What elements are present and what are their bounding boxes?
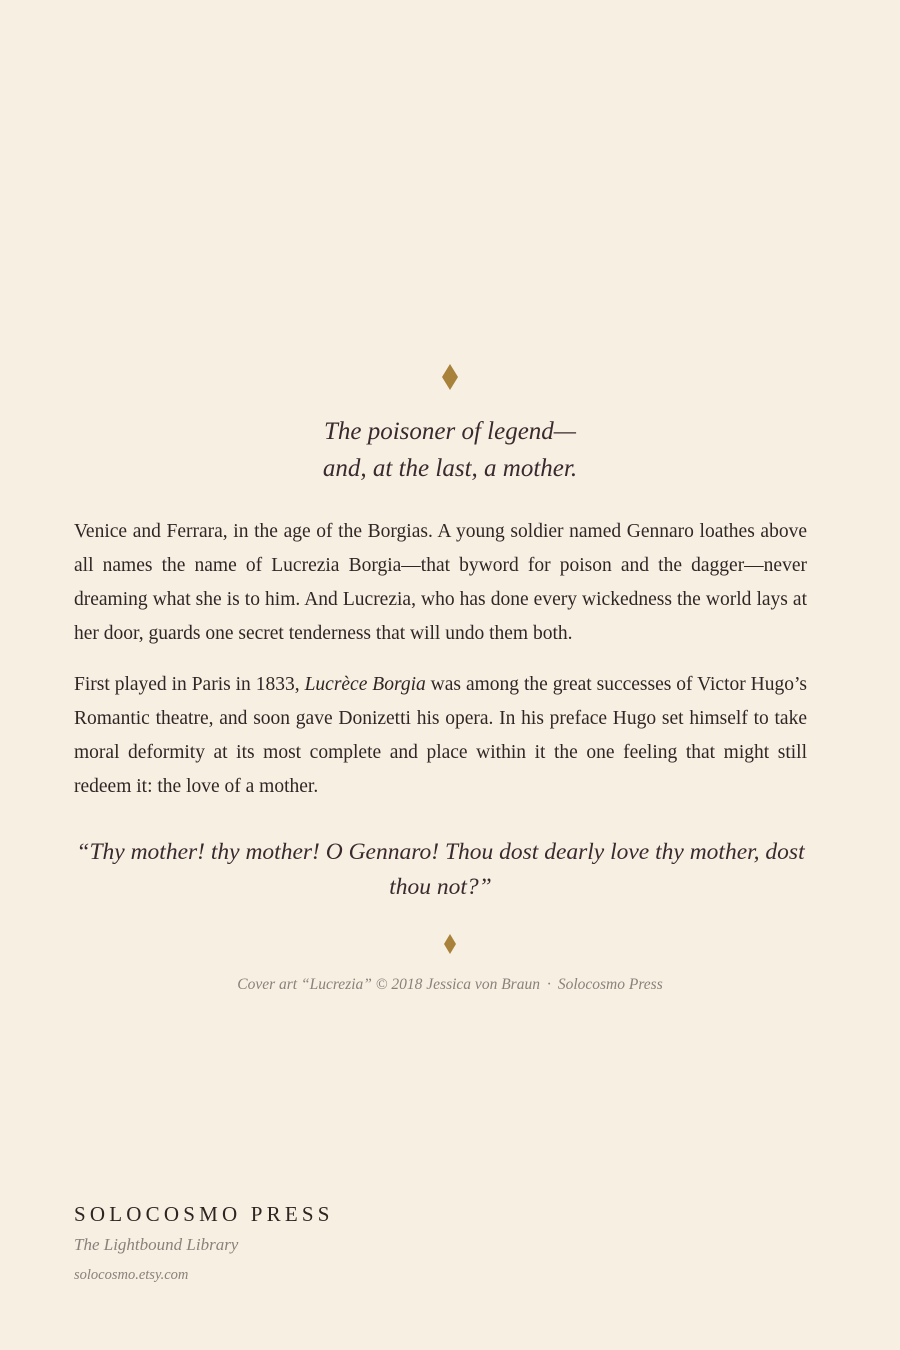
blurb-paragraph-1: Venice and Ferrara, in the age of the Borgias. A young soldier named Gennaro loathes above all names the name of Lucrezia Borgia—that byword for poison and the dagger—never dreaming what she is to him. And Lucrezia, who has done every wickedness the world lays at her door, guards one secret tenderness that will undo them both. [74, 521, 807, 644]
cover-art-credit: Cover art “Lucrezia” © 2018 Jessica von Braun [237, 976, 540, 993]
blurb-paragraph-2 [74, 668, 807, 804]
pull-quote: “Thy mother! thy mother! O Gennaro! Thou dost dearly love thy mother, dost thou not?” [76, 839, 805, 900]
diamond-ornament-icon [442, 364, 458, 390]
press-name: SOLOCOSMO PRESS [74, 1202, 334, 1226]
cover-credit [0, 976, 900, 994]
play-title: Lucrèce Borgia [304, 674, 426, 695]
credit-separator: · [546, 976, 551, 993]
top-ornament [0, 364, 900, 394]
series-name: The Lightbound Library [74, 1235, 239, 1254]
credit-publisher: Solocosmo Press [557, 976, 663, 993]
diamond-ornament-icon [444, 934, 456, 954]
tagline-line-2: and, at the last, a mother. [322, 455, 578, 482]
tagline [0, 413, 900, 487]
bottom-ornament [0, 934, 900, 958]
paragraph-2-rest: was among the great successes of Victor Hugo’s Romantic theatre, and soon gave Donizetti his opera. In his preface Hugo set himself to take moral deformity at its most complete and place within it the one feeling that might still redeem it: the love of a mother. [74, 674, 808, 797]
website-link[interactable]: solocosmo.etsy.com [74, 1267, 189, 1283]
tagline-line-1: The poisoner of legend— [323, 418, 577, 445]
paragraph-2-intro: First played in Paris in 1833, [74, 674, 305, 695]
blurb [74, 515, 807, 821]
